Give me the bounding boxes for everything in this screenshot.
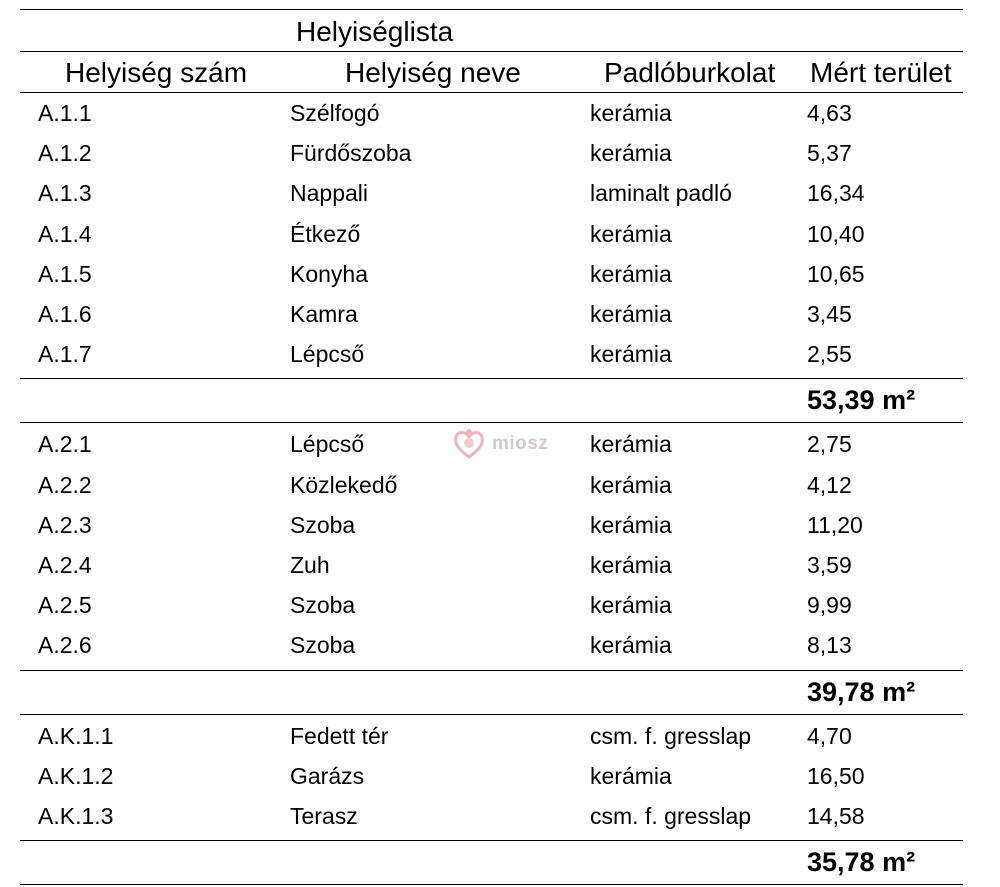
area-cell: 5,37 [807, 140, 852, 167]
room-number-cell: A.1.4 [38, 220, 92, 247]
heart-logo-icon [452, 428, 486, 460]
table-row [20, 93, 963, 133]
room-number-cell: A.1.6 [38, 301, 92, 327]
header-row [20, 53, 963, 93]
area-cell: 2,75 [807, 431, 852, 458]
area-cell: 8,13 [807, 632, 852, 659]
area-cell: 4,70 [807, 722, 852, 749]
table-row [20, 796, 963, 836]
area-cell: 16,50 [807, 762, 865, 789]
room-number-cell: A.1.5 [38, 260, 92, 287]
table-row [20, 756, 963, 796]
group-total: 53,39 m² [807, 385, 916, 416]
header-room-name: Helyiség neve [345, 57, 521, 88]
room-name-cell: Szoba [290, 511, 356, 538]
area-cell: 4,63 [807, 100, 852, 126]
room-number-cell: A.2.2 [38, 471, 92, 498]
floor-covering-cell: kerámia [590, 260, 672, 287]
total-rule [20, 422, 963, 423]
area-cell: 11,20 [807, 511, 863, 538]
table-row [20, 716, 963, 756]
area-cell: 14,58 [807, 803, 865, 829]
table-row [20, 465, 963, 505]
room-name-cell: Kamra [290, 301, 358, 327]
room-number-cell: A.2.6 [38, 632, 92, 659]
room-number-cell: A.K.1.2 [38, 762, 114, 789]
floor-covering-cell: csm. f. gresslap [590, 722, 752, 749]
floor-covering-cell: kerámia [590, 431, 672, 458]
table-top-rule [20, 9, 963, 10]
room-name-cell: Közlekedő [290, 471, 398, 498]
floor-covering-cell: kerámia [590, 341, 672, 368]
room-number-cell: A.2.1 [38, 431, 92, 458]
room-name-cell: Garázs [290, 762, 365, 789]
table-row [20, 505, 963, 545]
room-number-cell: A.2.5 [38, 592, 92, 619]
room-number-cell: A.1.3 [38, 180, 92, 207]
area-cell: 3,45 [807, 301, 852, 327]
table-row [20, 254, 963, 294]
area-cell: 10,65 [807, 260, 865, 287]
area-cell: 4,12 [807, 471, 852, 498]
room-number-cell: A.1.1 [38, 100, 92, 126]
area-cell: 10,40 [807, 220, 865, 247]
group-total: 35,78 m² [807, 847, 916, 878]
room-name-cell: Szélfogó [290, 100, 380, 126]
room-name-cell: Fürdőszoba [290, 140, 412, 167]
table-row [20, 334, 963, 374]
table-row [20, 173, 963, 213]
floor-covering-cell: kerámia [590, 632, 672, 659]
header-floor-covering: Padlóburkolat [604, 57, 776, 88]
total-rule [20, 884, 963, 885]
floor-covering-cell: kerámia [590, 140, 672, 167]
floor-covering-cell: laminalt padló [590, 180, 732, 207]
room-name-cell: Fedett tér [290, 722, 389, 749]
floor-covering-cell: kerámia [590, 762, 672, 789]
room-number-cell: A.2.3 [38, 511, 92, 538]
title-rule [20, 51, 963, 52]
table-row [20, 133, 963, 173]
table-row [20, 545, 963, 585]
table-row [20, 214, 963, 254]
floor-covering-cell: kerámia [590, 301, 672, 327]
room-number-cell: A.K.1.1 [38, 722, 114, 749]
area-cell: 2,55 [807, 341, 852, 368]
room-name-cell: Étkező [290, 220, 361, 247]
floor-covering-cell: kerámia [590, 552, 672, 578]
floor-covering-cell: kerámia [590, 592, 672, 619]
room-name-cell: Nappali [290, 180, 368, 207]
floor-covering-cell: kerámia [590, 220, 672, 247]
room-name-cell: Szoba [290, 592, 356, 619]
room-name-cell: Zuh [290, 552, 330, 578]
area-cell: 9,99 [807, 592, 852, 619]
room-name-cell: Lépcső [290, 341, 365, 368]
room-number-cell: A.2.4 [38, 552, 92, 578]
floor-covering-cell: kerámia [590, 471, 672, 498]
watermark-text: miosz [492, 433, 549, 454]
floor-covering-cell: kerámia [590, 100, 672, 126]
floor-covering-cell: csm. f. gresslap [590, 803, 752, 829]
room-name-cell: Konyha [290, 260, 369, 287]
watermark [452, 428, 552, 460]
table-title: Helyiséglista [296, 16, 454, 47]
header-measured-area: Mért terület [810, 57, 952, 88]
table-row [20, 625, 963, 665]
room-number-cell: A.1.2 [38, 140, 92, 167]
total-rule [20, 714, 963, 715]
header-room-number: Helyiség szám [65, 57, 248, 88]
room-number-cell: A.K.1.3 [38, 803, 114, 829]
area-cell: 3,59 [807, 552, 852, 578]
room-name-cell: Szoba [290, 632, 356, 659]
floor-covering-cell: kerámia [590, 511, 672, 538]
room-name-cell: Lépcső [290, 431, 365, 458]
group-total: 39,78 m² [807, 676, 916, 707]
table-row [20, 294, 963, 334]
table-row [20, 585, 963, 625]
area-cell: 16,34 [807, 180, 865, 207]
room-number-cell: A.1.7 [38, 341, 92, 368]
room-name-cell: Terasz [290, 803, 358, 829]
